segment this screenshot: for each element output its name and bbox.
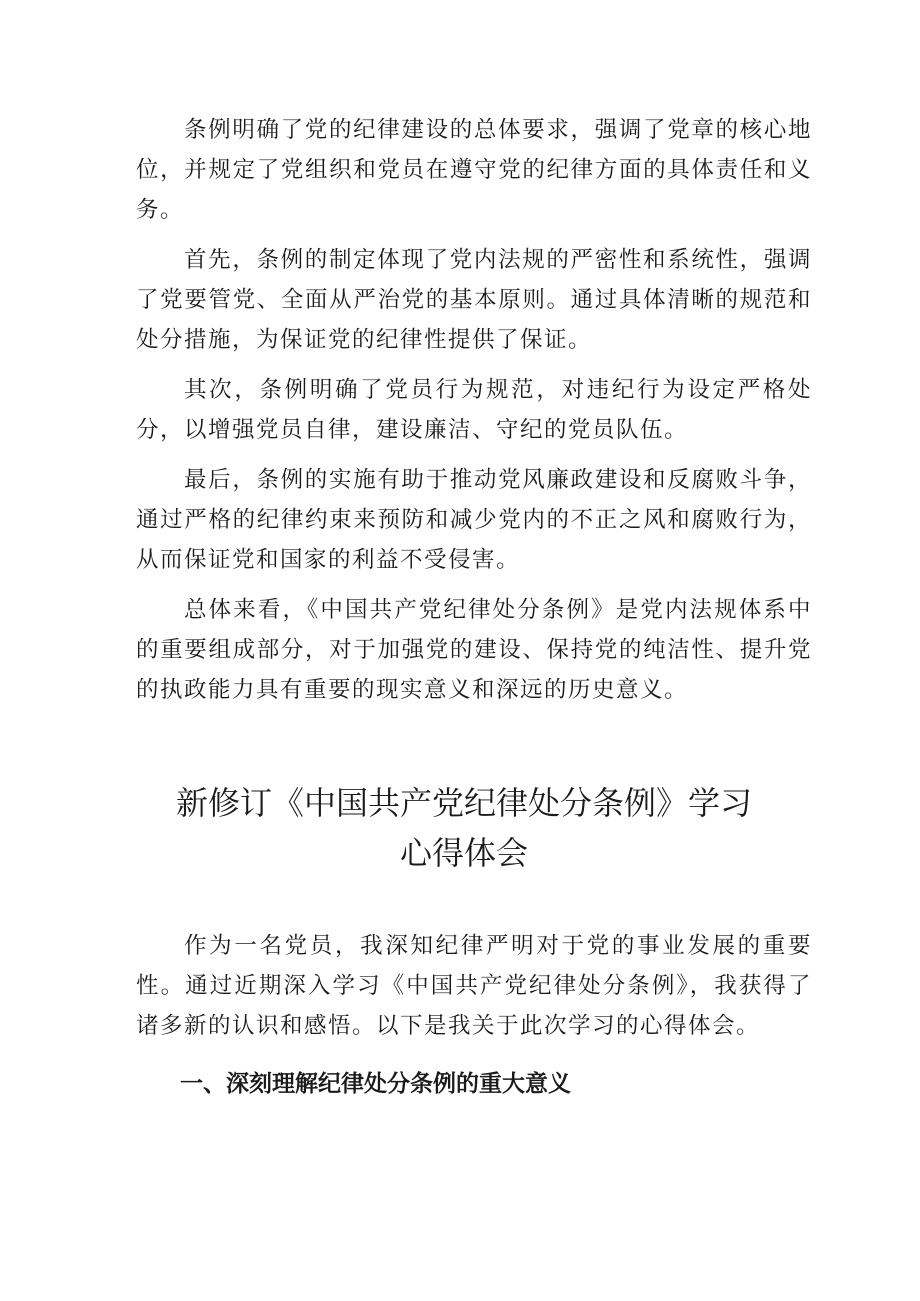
paragraph-second: 其次，条例明确了党员行为规范，对违纪行为设定严格处分，以增强党员自律，建设廉洁、守纪的党员队伍。 <box>136 377 812 443</box>
paragraph-first: 首先，条例的制定体现了党内法规的严密性和系统性，强调了党要管党、全面从严治党的基本原则。通过具体清晰的规范和处分措施，为保证党的纪律性提供了保证。 <box>136 247 812 353</box>
section-heading: 一、深刻理解纪律处分条例的重大意义 <box>180 1071 571 1097</box>
title-line-2: 心得体会 <box>399 834 528 872</box>
paragraph-overview: 条例明确了党的纪律建设的总体要求，强调了党章的核心地位，并规定了党组织和党员在遵守党的纪律方面的具体责任和义务。 <box>136 117 812 223</box>
document-title <box>116 778 812 878</box>
paragraph-summary: 总体来看，《中国共产党纪律处分条例》是党内法规体系中的重要组成部分，对于加强党的建设、保持党的纯洁性、提升党的执政能力具有重要的现实意义和深远的历史意义。 <box>136 597 812 703</box>
paragraph-intro: 作为一名党员，我深知纪律严明对于党的事业发展的重要性。通过近期深入学习《中国共产党纪律处分条例》，我获得了诸多新的认识和感悟。以下是我关于此次学习的心得体会。 <box>136 933 812 1039</box>
title-line-1: 新修订《中国共产党纪律处分条例》学习 <box>175 784 752 822</box>
paragraph-last: 最后，条例的实施有助于推动党风廉政建设和反腐败斗争，通过严格的纪律约束来预防和减少党内的不正之风和腐败行为，从而保证党和国家的利益不受侵害。 <box>136 467 812 573</box>
